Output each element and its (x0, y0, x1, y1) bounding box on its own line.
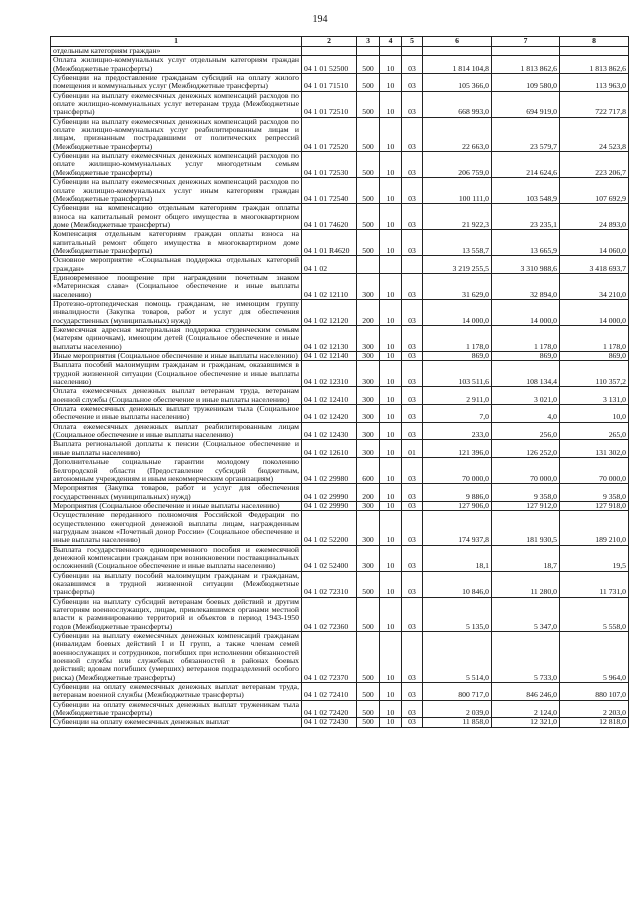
row-value-col8-cell: 880 107,0 (560, 683, 629, 701)
row-code-cell: 04 1 02 12430 (302, 422, 357, 440)
row-name-cell: Основное мероприятие «Социальная поддержка отдельных категорий граждан» (51, 256, 302, 274)
row-value-col6-cell: 13 558,7 (423, 230, 492, 256)
row-name-cell: Компенсация отдельным категориям граждан оплаты взноса на капитальный ремонт общего имущества в многоквартирном доме (Межбюджетные трансферты) (51, 230, 302, 256)
row-code-cell: 04 1 02 52200 (302, 511, 357, 545)
row-value-col6-cell: 121 396,0 (423, 440, 492, 458)
row-expense-type-cell (357, 256, 380, 274)
table-row (51, 545, 629, 571)
row-expense-type-cell: 500 (357, 230, 380, 256)
row-expense-type-cell: 500 (357, 571, 380, 597)
row-section-cell: 10 (380, 683, 402, 701)
row-value-col8-cell: 2 203,0 (560, 700, 629, 718)
row-value-col7-cell: 23 235,1 (492, 204, 560, 230)
row-value-col7-cell: 11 280,0 (492, 571, 560, 597)
row-name-cell: Субвенции на выплату ежемесячных денежных компенсаций расходов по оплате жилищно-коммунальных услуг ветеранам труда (Межбюджетные трансферты) (51, 91, 302, 117)
row-value-col6-cell: 869,0 (423, 352, 492, 361)
row-expense-type-cell: 300 (357, 545, 380, 571)
row-subsection-cell: 03 (402, 501, 423, 510)
table-row (51, 700, 629, 718)
row-section-cell: 10 (380, 178, 402, 204)
row-value-col7-cell: 214 624,6 (492, 152, 560, 178)
row-value-col6-cell: 206 759,0 (423, 152, 492, 178)
row-value-col6-cell: 100 111,0 (423, 178, 492, 204)
row-value-col8-cell: 24 523,8 (560, 117, 629, 151)
table-row (51, 204, 629, 230)
row-value-col6-cell: 7,0 (423, 405, 492, 423)
row-subsection-cell: 03 (402, 718, 423, 727)
row-code-cell: 04 1 02 72410 (302, 683, 357, 701)
row-code-cell: 04 1 02 72310 (302, 571, 357, 597)
row-expense-type-cell: 300 (357, 511, 380, 545)
row-name-cell: Иные мероприятия (Социальное обеспечение и иные выплаты населению) (51, 352, 302, 361)
row-value-col8-cell: 14 000,0 (560, 299, 629, 325)
table-row (51, 273, 629, 299)
row-value-col6-cell: 21 922,3 (423, 204, 492, 230)
row-expense-type-cell: 500 (357, 683, 380, 701)
row-subsection-cell (402, 256, 423, 274)
row-value-col7-cell: 127 912,0 (492, 501, 560, 510)
row-expense-type-cell: 500 (357, 74, 380, 92)
row-code-cell: 04 1 02 12130 (302, 326, 357, 352)
row-value-col7-cell: 14 000,0 (492, 299, 560, 325)
row-value-col8-cell: 19,5 (560, 545, 629, 571)
row-value-col7-cell: 4,0 (492, 405, 560, 423)
row-expense-type-cell: 300 (357, 440, 380, 458)
row-value-col7-cell: 9 358,0 (492, 484, 560, 502)
row-value-col8-cell: 5 558,0 (560, 597, 629, 631)
row-value-col6-cell: 127 906,0 (423, 501, 492, 510)
row-name-cell: Субвенции на выплату ежемесячных денежных компенсаций расходов по оплате жилищно-коммунальных услуг многодетным семьям (Межбюджетные трансферты) (51, 152, 302, 178)
row-expense-type-cell: 500 (357, 117, 380, 151)
row-value-col7-cell: 5 347,0 (492, 597, 560, 631)
row-subsection-cell: 03 (402, 387, 423, 405)
row-value-col7-cell: 13 665,9 (492, 230, 560, 256)
row-value-col7-cell: 109 580,0 (492, 74, 560, 92)
row-subsection-cell: 03 (402, 326, 423, 352)
row-section-cell: 10 (380, 74, 402, 92)
row-subsection-cell: 03 (402, 545, 423, 571)
row-section-cell: 10 (380, 501, 402, 510)
row-value-col8-cell: 131 302,0 (560, 440, 629, 458)
row-value-col8-cell: 722 717,8 (560, 91, 629, 117)
row-section-cell: 10 (380, 440, 402, 458)
row-section-cell: 10 (380, 405, 402, 423)
table-row (51, 718, 629, 727)
row-value-col7-cell: 1 178,0 (492, 326, 560, 352)
table-row (51, 361, 629, 387)
row-value-col7-cell: 18,7 (492, 545, 560, 571)
row-value-col7-cell: 108 134,4 (492, 361, 560, 387)
row-name-cell: Оплата ежемесячных денежных выплат реабилитированным лицам (Социальное обеспечение и иные выплаты населению) (51, 422, 302, 440)
row-value-col6-cell: 5 135,0 (423, 597, 492, 631)
row-code-cell: 04 1 02 29990 (302, 501, 357, 510)
row-expense-type-cell: 200 (357, 299, 380, 325)
row-code-cell: 04 1 02 72430 (302, 718, 357, 727)
row-value-col8-cell (560, 47, 629, 56)
row-code-cell: 04 1 01 71510 (302, 74, 357, 92)
row-value-col6-cell: 103 511,6 (423, 361, 492, 387)
row-name-cell: Оплата жилищно-коммунальных услуг отдельным категориям граждан (Межбюджетные трансферты) (51, 56, 302, 74)
column-header: 3 (357, 37, 380, 47)
column-header: 6 (423, 37, 492, 47)
row-value-col7-cell: 869,0 (492, 352, 560, 361)
row-name-cell: Протезно-ортопедическая помощь гражданам, не имеющим группу инвалидности (Закупка товаров, работ и услуг для обеспечения государственных (муниципальных) нужд) (51, 299, 302, 325)
row-name-cell: Оплата ежемесячных денежных выплат труженикам тыла (Социальное обеспечение и иные выплаты населению) (51, 405, 302, 423)
row-subsection-cell: 03 (402, 56, 423, 74)
row-section-cell: 10 (380, 230, 402, 256)
row-value-col6-cell: 233,0 (423, 422, 492, 440)
budget-table (50, 36, 629, 728)
row-name-cell: отдельным категориям граждан» (51, 47, 302, 56)
row-code-cell: 04 1 01 72510 (302, 91, 357, 117)
row-name-cell: Субвенции на выплату ежемесячных денежных компенсаций гражданам (инвалидам боевых действий I и II групп, а также членам семей военнослужащих и сотрудников, погибших при исполнении обязанностей военной службы или служебных обязанностей в районах боевых действий; вдовам погибших (умерших) ветеранов подразделений особого риска) (Межбюджетные трансферты) (51, 632, 302, 683)
row-expense-type-cell: 300 (357, 361, 380, 387)
row-expense-type-cell: 500 (357, 178, 380, 204)
row-value-col8-cell: 1 178,0 (560, 326, 629, 352)
table-row (51, 511, 629, 545)
table-row (51, 440, 629, 458)
row-section-cell: 10 (380, 117, 402, 151)
row-value-col8-cell: 107 692,9 (560, 178, 629, 204)
table-row (51, 632, 629, 683)
row-name-cell: Выплата государственного единовременного пособия и ежемесячной денежной компенсации гражданам при возникновении поствакцинальных осложнений (Социальное обеспечение и иные выплаты населению) (51, 545, 302, 571)
row-code-cell: 04 1 02 12140 (302, 352, 357, 361)
row-value-col6-cell: 174 937,8 (423, 511, 492, 545)
row-value-col6-cell: 105 366,0 (423, 74, 492, 92)
row-expense-type-cell: 600 (357, 458, 380, 484)
row-section-cell: 10 (380, 352, 402, 361)
row-subsection-cell: 03 (402, 632, 423, 683)
row-subsection-cell: 01 (402, 440, 423, 458)
row-value-col7-cell: 32 894,0 (492, 273, 560, 299)
row-expense-type-cell: 500 (357, 204, 380, 230)
row-expense-type-cell: 300 (357, 501, 380, 510)
row-value-col7-cell: 1 813 862,6 (492, 56, 560, 74)
row-section-cell: 10 (380, 484, 402, 502)
row-value-col7-cell: 23 579,7 (492, 117, 560, 151)
table-row (51, 178, 629, 204)
row-code-cell: 04 1 01 72530 (302, 152, 357, 178)
row-expense-type-cell: 300 (357, 326, 380, 352)
row-value-col8-cell: 127 918,0 (560, 501, 629, 510)
row-expense-type-cell: 300 (357, 387, 380, 405)
row-value-col6-cell: 2 911,0 (423, 387, 492, 405)
row-value-col8-cell: 265,0 (560, 422, 629, 440)
row-code-cell: 04 1 02 72370 (302, 632, 357, 683)
row-expense-type-cell: 500 (357, 700, 380, 718)
row-value-col7-cell: 694 919,0 (492, 91, 560, 117)
row-section-cell: 10 (380, 91, 402, 117)
row-code-cell: 04 1 01 72540 (302, 178, 357, 204)
row-value-col8-cell: 1 813 862,6 (560, 56, 629, 74)
row-value-col6-cell: 1 178,0 (423, 326, 492, 352)
table-row (51, 152, 629, 178)
row-value-col7-cell: 181 930,5 (492, 511, 560, 545)
row-section-cell: 10 (380, 361, 402, 387)
column-header: 1 (51, 37, 302, 47)
table-header-row (51, 37, 629, 47)
row-value-col8-cell: 70 000,0 (560, 458, 629, 484)
row-name-cell: Субвенции на выплату субсидий ветеранам боевых действий и другим категориям военнослужащих, лицам, привлекавшимся органами местной власти к разминированию территорий и объектов в период 1943-1950 годов (Межбюджетные трансферты) (51, 597, 302, 631)
row-expense-type-cell: 500 (357, 718, 380, 727)
row-section-cell: 10 (380, 545, 402, 571)
row-value-col8-cell: 869,0 (560, 352, 629, 361)
row-code-cell: 04 1 01 72520 (302, 117, 357, 151)
row-name-cell: Субвенции на выплату ежемесячных денежных компенсаций расходов по оплате жилищно-коммунальных услуг иным категориям граждан (Межбюджетные трансферты) (51, 178, 302, 204)
row-name-cell: Мероприятия (Закупка товаров, работ и услуг для обеспечения государственных (муниципальных) нужд) (51, 484, 302, 502)
row-section-cell: 10 (380, 571, 402, 597)
row-expense-type-cell: 300 (357, 273, 380, 299)
row-section-cell: 10 (380, 56, 402, 74)
row-section-cell: 10 (380, 632, 402, 683)
row-code-cell: 04 1 02 12420 (302, 405, 357, 423)
table-row (51, 74, 629, 92)
row-value-col8-cell: 34 210,0 (560, 273, 629, 299)
row-name-cell: Субвенции на оплату ежемесячных денежных выплат труженикам тыла (Межбюджетные трансферты) (51, 700, 302, 718)
table-row (51, 299, 629, 325)
table-row (51, 405, 629, 423)
row-value-col8-cell: 14 060,0 (560, 230, 629, 256)
column-header: 4 (380, 37, 402, 47)
row-code-cell: 04 1 02 29980 (302, 458, 357, 484)
row-expense-type-cell: 300 (357, 352, 380, 361)
row-name-cell: Субвенции на оплату ежемесячных денежных выплат (51, 718, 302, 727)
table-row (51, 458, 629, 484)
row-value-col8-cell: 3 131,0 (560, 387, 629, 405)
row-name-cell: Выплата пособий малоимущим гражданам и гражданам, оказавшимся в трудной жизненной ситуации (Социальное обеспечение и иные выплаты населению) (51, 361, 302, 387)
row-subsection-cell: 03 (402, 458, 423, 484)
row-value-col6-cell: 668 993,0 (423, 91, 492, 117)
row-section-cell: 10 (380, 718, 402, 727)
row-expense-type-cell: 500 (357, 56, 380, 74)
row-value-col6-cell: 2 039,0 (423, 700, 492, 718)
row-value-col7-cell: 2 124,0 (492, 700, 560, 718)
row-name-cell: Оплата ежемесячных денежных выплат ветеранам труда, ветеранам военной службы (Социальное обеспечение и иные выплаты населению) (51, 387, 302, 405)
row-code-cell: 04 1 01 74620 (302, 204, 357, 230)
row-expense-type-cell (357, 47, 380, 56)
row-subsection-cell: 03 (402, 422, 423, 440)
row-subsection-cell: 03 (402, 117, 423, 151)
row-value-col6-cell: 10 846,0 (423, 571, 492, 597)
row-subsection-cell: 03 (402, 352, 423, 361)
row-name-cell: Мероприятия (Социальное обеспечение и иные выплаты населению) (51, 501, 302, 510)
row-expense-type-cell: 300 (357, 405, 380, 423)
row-name-cell: Субвенции на предоставление гражданам субсидий на оплату жилого помещения и коммунальных услуг (Межбюджетные трансферты) (51, 74, 302, 92)
row-subsection-cell: 03 (402, 405, 423, 423)
row-code-cell: 04 1 02 12120 (302, 299, 357, 325)
row-name-cell: Субвенции на оплату ежемесячных денежных выплат ветеранам труда, ветеранам военной службы (Межбюджетные трансферты) (51, 683, 302, 701)
row-subsection-cell: 03 (402, 152, 423, 178)
row-subsection-cell: 03 (402, 361, 423, 387)
row-value-col7-cell: 846 246,0 (492, 683, 560, 701)
row-subsection-cell: 03 (402, 74, 423, 92)
row-code-cell: 04 1 02 12410 (302, 387, 357, 405)
row-name-cell: Субвенции на компенсацию отдельным категориям граждан оплаты взноса на капитальный ремонт общего имущества в многоквартирном доме (Межбюджетные трансферты) (51, 204, 302, 230)
row-subsection-cell: 03 (402, 597, 423, 631)
row-value-col6-cell: 1 814 104,8 (423, 56, 492, 74)
row-value-col6-cell: 22 663,0 (423, 117, 492, 151)
row-code-cell (302, 47, 357, 56)
row-code-cell: 04 1 02 12610 (302, 440, 357, 458)
table-row (51, 484, 629, 502)
column-header: 8 (560, 37, 629, 47)
row-expense-type-cell: 200 (357, 484, 380, 502)
row-value-col7-cell: 5 733,0 (492, 632, 560, 683)
page-number: 194 (312, 14, 328, 25)
row-section-cell: 10 (380, 387, 402, 405)
row-subsection-cell: 03 (402, 484, 423, 502)
row-value-col8-cell: 12 818,0 (560, 718, 629, 727)
row-expense-type-cell: 500 (357, 632, 380, 683)
table-row (51, 230, 629, 256)
row-section-cell: 10 (380, 273, 402, 299)
row-value-col7-cell (492, 47, 560, 56)
row-name-cell: Субвенции на выплату пособий малоимущим гражданам и гражданам, оказавшимся в трудной жизненной ситуации (Межбюджетные трансферты) (51, 571, 302, 597)
row-value-col6-cell: 31 629,0 (423, 273, 492, 299)
row-name-cell: Осуществление переданного полномочия Российской Федерации по осуществлению ежегодной денежной выплаты лицам, награжденным нагрудным знаком «Почетный донор России» (Социальное обеспечение и иные выплаты населению) (51, 511, 302, 545)
row-value-col7-cell: 256,0 (492, 422, 560, 440)
table-row (51, 597, 629, 631)
row-section-cell: 10 (380, 511, 402, 545)
row-code-cell: 04 1 01 52500 (302, 56, 357, 74)
row-expense-type-cell: 300 (357, 422, 380, 440)
row-code-cell: 04 1 02 29990 (302, 484, 357, 502)
row-value-col6-cell (423, 47, 492, 56)
table-row (51, 571, 629, 597)
column-header: 7 (492, 37, 560, 47)
table-row (51, 117, 629, 151)
row-value-col6-cell: 14 000,0 (423, 299, 492, 325)
row-value-col8-cell: 9 358,0 (560, 484, 629, 502)
row-section-cell (380, 47, 402, 56)
row-value-col8-cell: 24 893,0 (560, 204, 629, 230)
row-subsection-cell: 03 (402, 230, 423, 256)
row-value-col8-cell: 3 418 693,7 (560, 256, 629, 274)
row-value-col7-cell: 103 548,9 (492, 178, 560, 204)
row-section-cell: 10 (380, 299, 402, 325)
row-code-cell: 04 1 02 52400 (302, 545, 357, 571)
row-value-col6-cell: 11 858,0 (423, 718, 492, 727)
row-value-col8-cell: 110 357,2 (560, 361, 629, 387)
row-name-cell: Выплата региональной доплаты к пенсии (Социальное обеспечение и иные выплаты населению) (51, 440, 302, 458)
row-value-col6-cell: 18,1 (423, 545, 492, 571)
row-value-col7-cell: 3 310 988,6 (492, 256, 560, 274)
row-value-col8-cell: 223 206,7 (560, 152, 629, 178)
row-code-cell: 04 1 02 72420 (302, 700, 357, 718)
row-expense-type-cell: 500 (357, 597, 380, 631)
row-value-col7-cell: 3 021,0 (492, 387, 560, 405)
table-row (51, 56, 629, 74)
row-code-cell: 04 1 01 R4620 (302, 230, 357, 256)
row-value-col8-cell: 10,0 (560, 405, 629, 423)
row-subsection-cell: 03 (402, 683, 423, 701)
row-code-cell: 04 1 02 (302, 256, 357, 274)
row-name-cell: Дополнительные социальные гарантии молодому поколению Белгородской области (Предоставление субсидий бюджетным, автономным учреждениям и иным некоммерческим организациям) (51, 458, 302, 484)
row-section-cell: 10 (380, 152, 402, 178)
row-subsection-cell: 03 (402, 700, 423, 718)
table-row (51, 256, 629, 274)
row-value-col6-cell: 3 219 255,5 (423, 256, 492, 274)
row-value-col7-cell: 12 321,0 (492, 718, 560, 727)
table-row (51, 683, 629, 701)
row-subsection-cell: 03 (402, 511, 423, 545)
row-section-cell: 10 (380, 204, 402, 230)
row-value-col8-cell: 189 210,0 (560, 511, 629, 545)
row-section-cell: 10 (380, 700, 402, 718)
row-name-cell: Субвенции на выплату ежемесячных денежных компенсаций расходов по оплате жилищно-коммунальных услуг реабилитированным лицам и лицам, признанным пострадавшими от политических репрессий (Межбюджетные трансферты) (51, 117, 302, 151)
row-section-cell: 10 (380, 458, 402, 484)
row-subsection-cell (402, 47, 423, 56)
column-header: 2 (302, 37, 357, 47)
row-value-col7-cell: 126 252,0 (492, 440, 560, 458)
row-code-cell: 04 1 02 12110 (302, 273, 357, 299)
row-subsection-cell: 03 (402, 273, 423, 299)
row-subsection-cell: 03 (402, 204, 423, 230)
row-value-col7-cell: 70 000,0 (492, 458, 560, 484)
column-header: 5 (402, 37, 423, 47)
row-section-cell: 10 (380, 422, 402, 440)
row-subsection-cell: 03 (402, 91, 423, 117)
row-value-col6-cell: 9 886,0 (423, 484, 492, 502)
row-code-cell: 04 1 02 12310 (302, 361, 357, 387)
row-subsection-cell: 03 (402, 571, 423, 597)
table-row (51, 326, 629, 352)
row-value-col6-cell: 70 000,0 (423, 458, 492, 484)
row-value-col8-cell: 5 964,0 (560, 632, 629, 683)
table-row (51, 91, 629, 117)
row-subsection-cell: 03 (402, 178, 423, 204)
row-section-cell: 10 (380, 326, 402, 352)
row-name-cell: Ежемесячная адресная материальная поддержка студенческим семьям (матерям одиночкам), имеющим детей (Социальное обеспечение и иные выплаты населению) (51, 326, 302, 352)
row-code-cell: 04 1 02 72360 (302, 597, 357, 631)
table-row (51, 422, 629, 440)
row-value-col8-cell: 11 731,0 (560, 571, 629, 597)
row-value-col6-cell: 5 514,0 (423, 632, 492, 683)
table-row (51, 387, 629, 405)
row-expense-type-cell: 500 (357, 91, 380, 117)
row-subsection-cell: 03 (402, 299, 423, 325)
row-name-cell: Единовременное поощрение при награждении почетным знаком «Материнская слава» (Социальное обеспечение и иные выплаты населению) (51, 273, 302, 299)
row-value-col8-cell: 113 963,0 (560, 74, 629, 92)
row-expense-type-cell: 500 (357, 152, 380, 178)
row-section-cell: 10 (380, 597, 402, 631)
row-value-col6-cell: 800 717,0 (423, 683, 492, 701)
row-section-cell (380, 256, 402, 274)
